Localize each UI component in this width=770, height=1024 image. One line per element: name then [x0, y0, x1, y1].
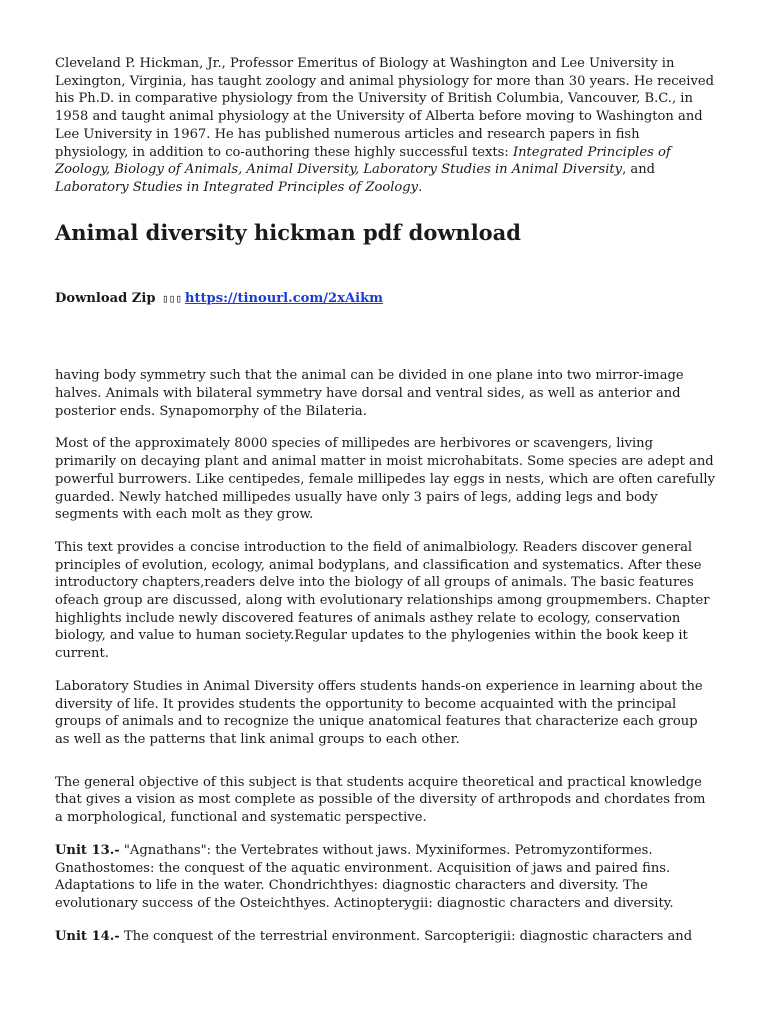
- unit-13-label: Unit 13.-: [55, 842, 120, 858]
- missing-glyph-icons: ▯▯▯: [162, 291, 182, 305]
- download-link[interactable]: https://tinourl.com/2xAikm: [184, 290, 384, 306]
- download-label: Download Zip: [55, 290, 156, 306]
- unit-14-label: Unit 14.-: [55, 928, 120, 944]
- paragraph-text-intro: This text provides a concise introduction to the field of animalbiology. Readers discover general principles of evolution, ecology, animal bodyplans, and classification and systematics. After these introductory chapters,readers delve into the biology of all groups of animals. The basic features ofeach group are discussed, along with evolutionary relationships among groupmembers. Chapter highlights include newly discovered features of animals asthey relate to ecology, conservation biology, and value to human society.Regular updates to the phylogenies within the book keep it current.: [55, 539, 710, 662]
- download-line: [55, 290, 715, 308]
- unit-13-paragraph: [55, 842, 715, 913]
- unit-14-text: The conquest of the terrestrial environment. Sarcopterigii: diagnostic characters and: [119, 928, 693, 944]
- paragraph-lab-studies: Laboratory Studies in Animal Diversity offers students hands-on experience in learning about the diversity of life. It provides students the opportunity to become acquainted with the principal groups of animals and to recognize the unique anatomical features that characterize each group as well as the patterns that link animal groups to each other.: [55, 678, 703, 747]
- paragraph-symmetry: having body symmetry such that the animal can be divided in one plane into two mirror-image halves. Animals with bilateral symmetry have dorsal and ventral sides, as well as anterior and posterior ends. Synapomorphy of the Bilateria.: [55, 368, 684, 419]
- document-page: [55, 55, 715, 945]
- page-title: Animal diversity hickman pdf download: [55, 219, 521, 245]
- author-bio-paragraph: [55, 55, 715, 197]
- author-bio-text: Cleveland P. Hickman, Jr., Professor Emeritus of Biology at Washington and Lee University in Lexington, Virginia, has taught zoology and animal physiology for more than 30 years. He received his Ph.D. in comparative physiology from the University of British Columbia, Vancouver, B.C., in 1958 and taught animal physiology at the University of Alberta before moving to Washington and Lee University in 1967. He has published numerous articles and research papers in fish physiology, in addition to co-authoring these highly successful texts:: [55, 56, 714, 160]
- book-title-italic: Laboratory Studies in Integrated Principles of Zoology: [55, 179, 419, 195]
- author-bio-period: .: [418, 179, 423, 195]
- unit-14-paragraph: [55, 928, 715, 946]
- book-titles-italic: Integrated Principles of Zoology, Biology of Animals, Animal Diversity, Laboratory Studies in Animal Diversity: [55, 144, 671, 178]
- unit-13-text: "Agnathans": the Vertebrates without jaws. Myxiniformes. Petromyzontiformes. Gnathostomes: the conquest of the aquatic environment. Acquisition of jaws and paired fins. Adaptations to life in the water. Chondrichthyes: diagnostic characters and diversity. The evolutionary success of the Osteichthyes. Actinopterygii: diagnostic characters and diversity.: [55, 842, 674, 911]
- paragraph-objective: The general objective of this subject is that students acquire theoretical and practical knowledge that gives a vision as most complete as possible of the diversity of arthropods and chordates from a morphological, functional and systematic perspective.: [55, 774, 706, 826]
- author-bio-conjunction: , and: [622, 162, 656, 178]
- paragraph-millipedes: Most of the approximately 8000 species of millipedes are herbivores or scavengers, living primarily on decaying plant and animal matter in moist microhabitats. Some species are adept and powerful burrowers. Like centipedes, female millipedes lay eggs in nests, which are often carefully guarded. Newly hatched millipedes usually have only 3 pairs of legs, adding legs and body segments with each molt as they grow.: [55, 436, 716, 523]
